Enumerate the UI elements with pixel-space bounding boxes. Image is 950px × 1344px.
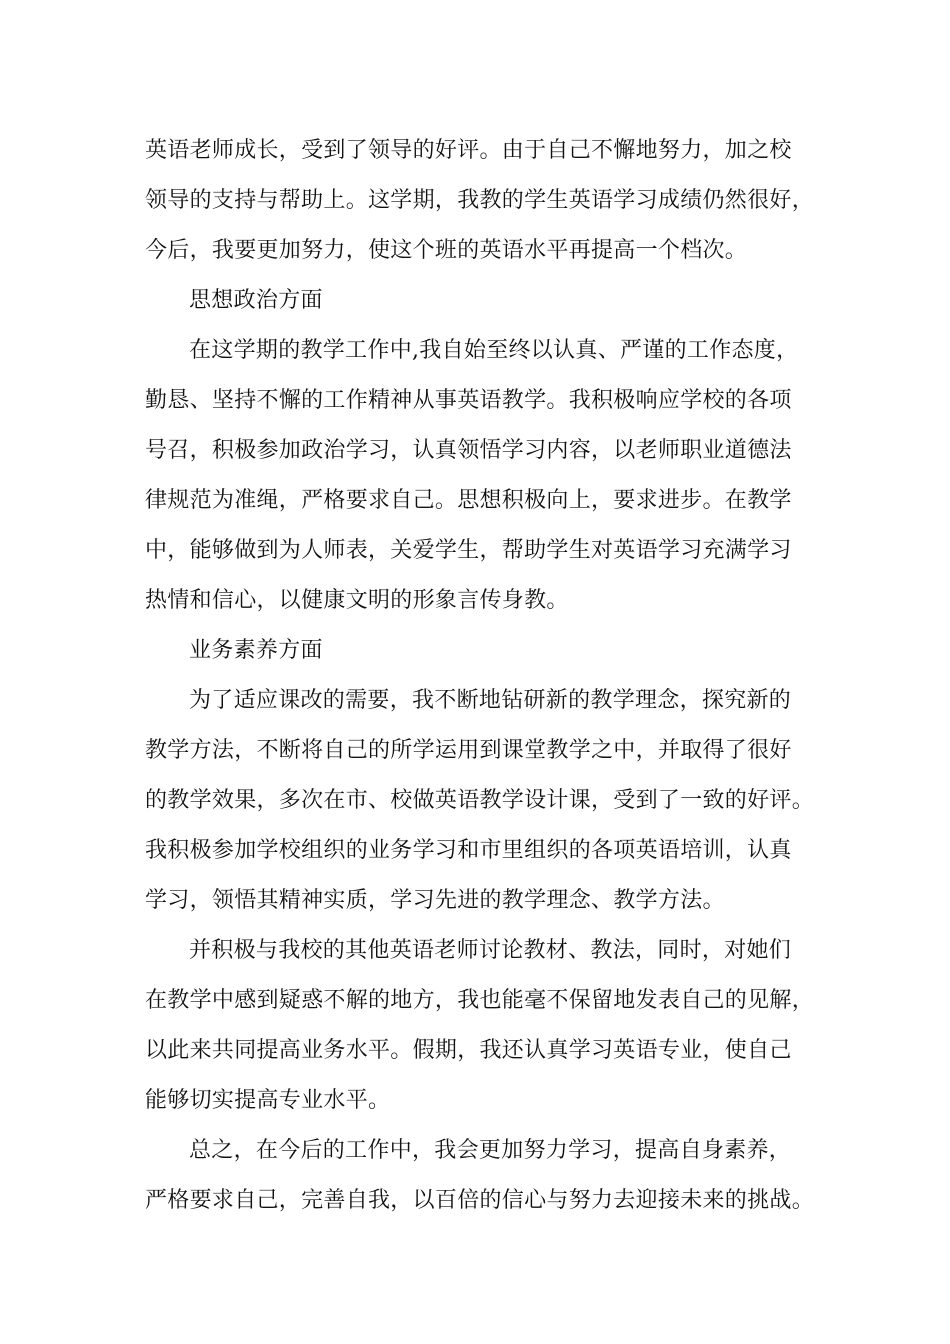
text-line: 号召，积极参加政治学习，认真领悟学习内容，以老师职业道德法 bbox=[145, 438, 792, 463]
paragraph-first-line: 思想政治方面 bbox=[189, 288, 323, 313]
paragraph-first-line: 为了适应课改的需要，我不断地钻研新的教学理念，探究新的 bbox=[189, 688, 792, 713]
paragraph-first-line: 并积极与我校的其他英语老师讨论教材、教法，同时，对她们 bbox=[189, 938, 792, 963]
text-line: 学习，领悟其精神实质，学习先进的教学理念、教学方法。 bbox=[145, 888, 725, 913]
paragraph-first-line: 总之，在今后的工作中，我会更加努力学习，提高自身素养， bbox=[189, 1138, 792, 1163]
text-line: 严格要求自己，完善自我，以百倍的信心与努力去迎接未来的挑战。 bbox=[145, 1188, 815, 1213]
paragraph-first-line: 业务素养方面 bbox=[189, 638, 323, 663]
paragraph-first-line: 在这学期的教学工作中,我自始至终以认真、严谨的工作态度， bbox=[189, 338, 799, 363]
text-line: 在教学中感到疑惑不解的地方，我也能毫不保留地发表自己的见解， bbox=[145, 988, 815, 1013]
text-line: 热情和信心，以健康文明的形象言传身教。 bbox=[145, 588, 569, 613]
text-line: 领导的支持与帮助上。这学期，我教的学生英语学习成绩仍然很好， bbox=[145, 188, 815, 213]
text-line: 中，能够做到为人师表，关爱学生，帮助学生对英语学习充满学习 bbox=[145, 538, 792, 563]
text-line: 今后，我要更加努力，使这个班的英语水平再提高一个档次。 bbox=[145, 238, 748, 263]
text-line: 教学方法，不断将自己的所学运用到课堂教学之中，并取得了很好 bbox=[145, 738, 792, 763]
text-line: 英语老师成长，受到了领导的好评。由于自己不懈地努力，加之校 bbox=[145, 138, 792, 163]
text-line: 我积极参加学校组织的业务学习和市里组织的各项英语培训，认真 bbox=[145, 838, 792, 863]
text-line: 的教学效果，多次在市、校做英语教学设计课，受到了一致的好评。 bbox=[145, 788, 815, 813]
text-line: 能够切实提高专业水平。 bbox=[145, 1088, 391, 1113]
text-line: 律规范为准绳，严格要求自己。思想积极向上，要求进步。在教学 bbox=[145, 488, 792, 513]
text-line: 以此来共同提高业务水平。假期，我还认真学习英语专业，使自己 bbox=[145, 1038, 792, 1063]
text-line: 勤恳、坚持不懈的工作精神从事英语教学。我积极响应学校的各项 bbox=[145, 388, 792, 413]
document-body bbox=[145, 126, 813, 1226]
